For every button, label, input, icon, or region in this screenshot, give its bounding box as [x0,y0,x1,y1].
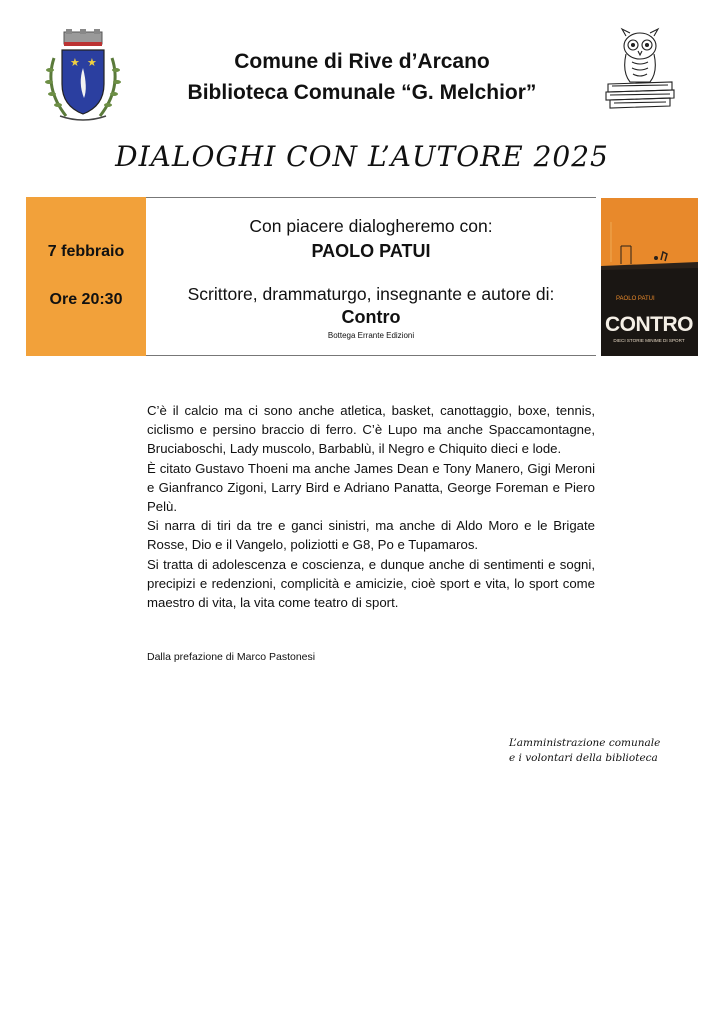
book-cover-image [601,198,698,356]
cover-subtitle: DIECI STORIE MINIME DI SPORT [613,338,685,343]
description-paragraph: C’è il calcio ma ci sono anche atletica, basket, canottaggio, boxe, tennis, ciclismo e persino braccio di ferro. C’è Lupo ma anche Spaccamontagne, Bruciaboschi, Lady muscolo, Barbablù, il Negro e Chiquito dieci e lode. [147,403,595,457]
event-date: 7 febbraio [47,243,125,260]
event-series-title: DIALOGHI CON L’AUTORE 2025 [115,140,609,173]
preface-credit: Dalla prefazione di Marco Pastonesi [147,651,316,663]
author-role: Scrittore, drammaturgo, insegnante e autore di: [187,284,555,304]
publisher: Bottega Errante Edizioni [327,331,415,340]
signature [509,736,660,766]
svg-text:★: ★ [70,56,80,69]
book-title: Contro [341,307,401,327]
svg-text:★: ★ [87,56,97,69]
event-intro: Con piacere dialogheremo con: [249,216,493,236]
cover-title: CONTRO [605,313,693,336]
date-panel [26,197,146,356]
description-paragraph: Si tratta di adolescenza e coscienza, e dunque anche di sentimenti e sogni, precipizi e redenzioni, complicità e amicizie, cioè sport e vita, lo sport come maestro di vita, la vita come teatro di sport. [147,556,595,611]
description-paragraph: È citato Gustavo Thoeni ma anche James Dean e Tony Manero, Gigi Meroni e Gianfranco Zigoni, Larry Bird e Adriano Panatta, George Foreman e Piero Pelù. [147,460,595,515]
signature-line: e i volontari della biblioteca [509,752,658,764]
cover-author: PAOLO PATUI [616,296,655,302]
library-name: Biblioteca Comunale “G. Melchior” [187,81,537,104]
signature-line: L’amministrazione comunale [509,737,661,749]
book-description [147,401,595,612]
municipality-name: Comune di Rive d’Arcano [234,50,490,73]
coat-of-arms-logo [40,28,126,126]
author-name: PAOLO PATUI [311,241,431,261]
event-time: Ore 20:30 [49,291,123,308]
description-paragraph: Si narra di tiri da tre e ganci sinistri, ma anche di Aldo Moro e le Brigate Rosse, Dio e il Vangelo, poliziotti e G8, Po e Tupamaros. [147,518,595,553]
